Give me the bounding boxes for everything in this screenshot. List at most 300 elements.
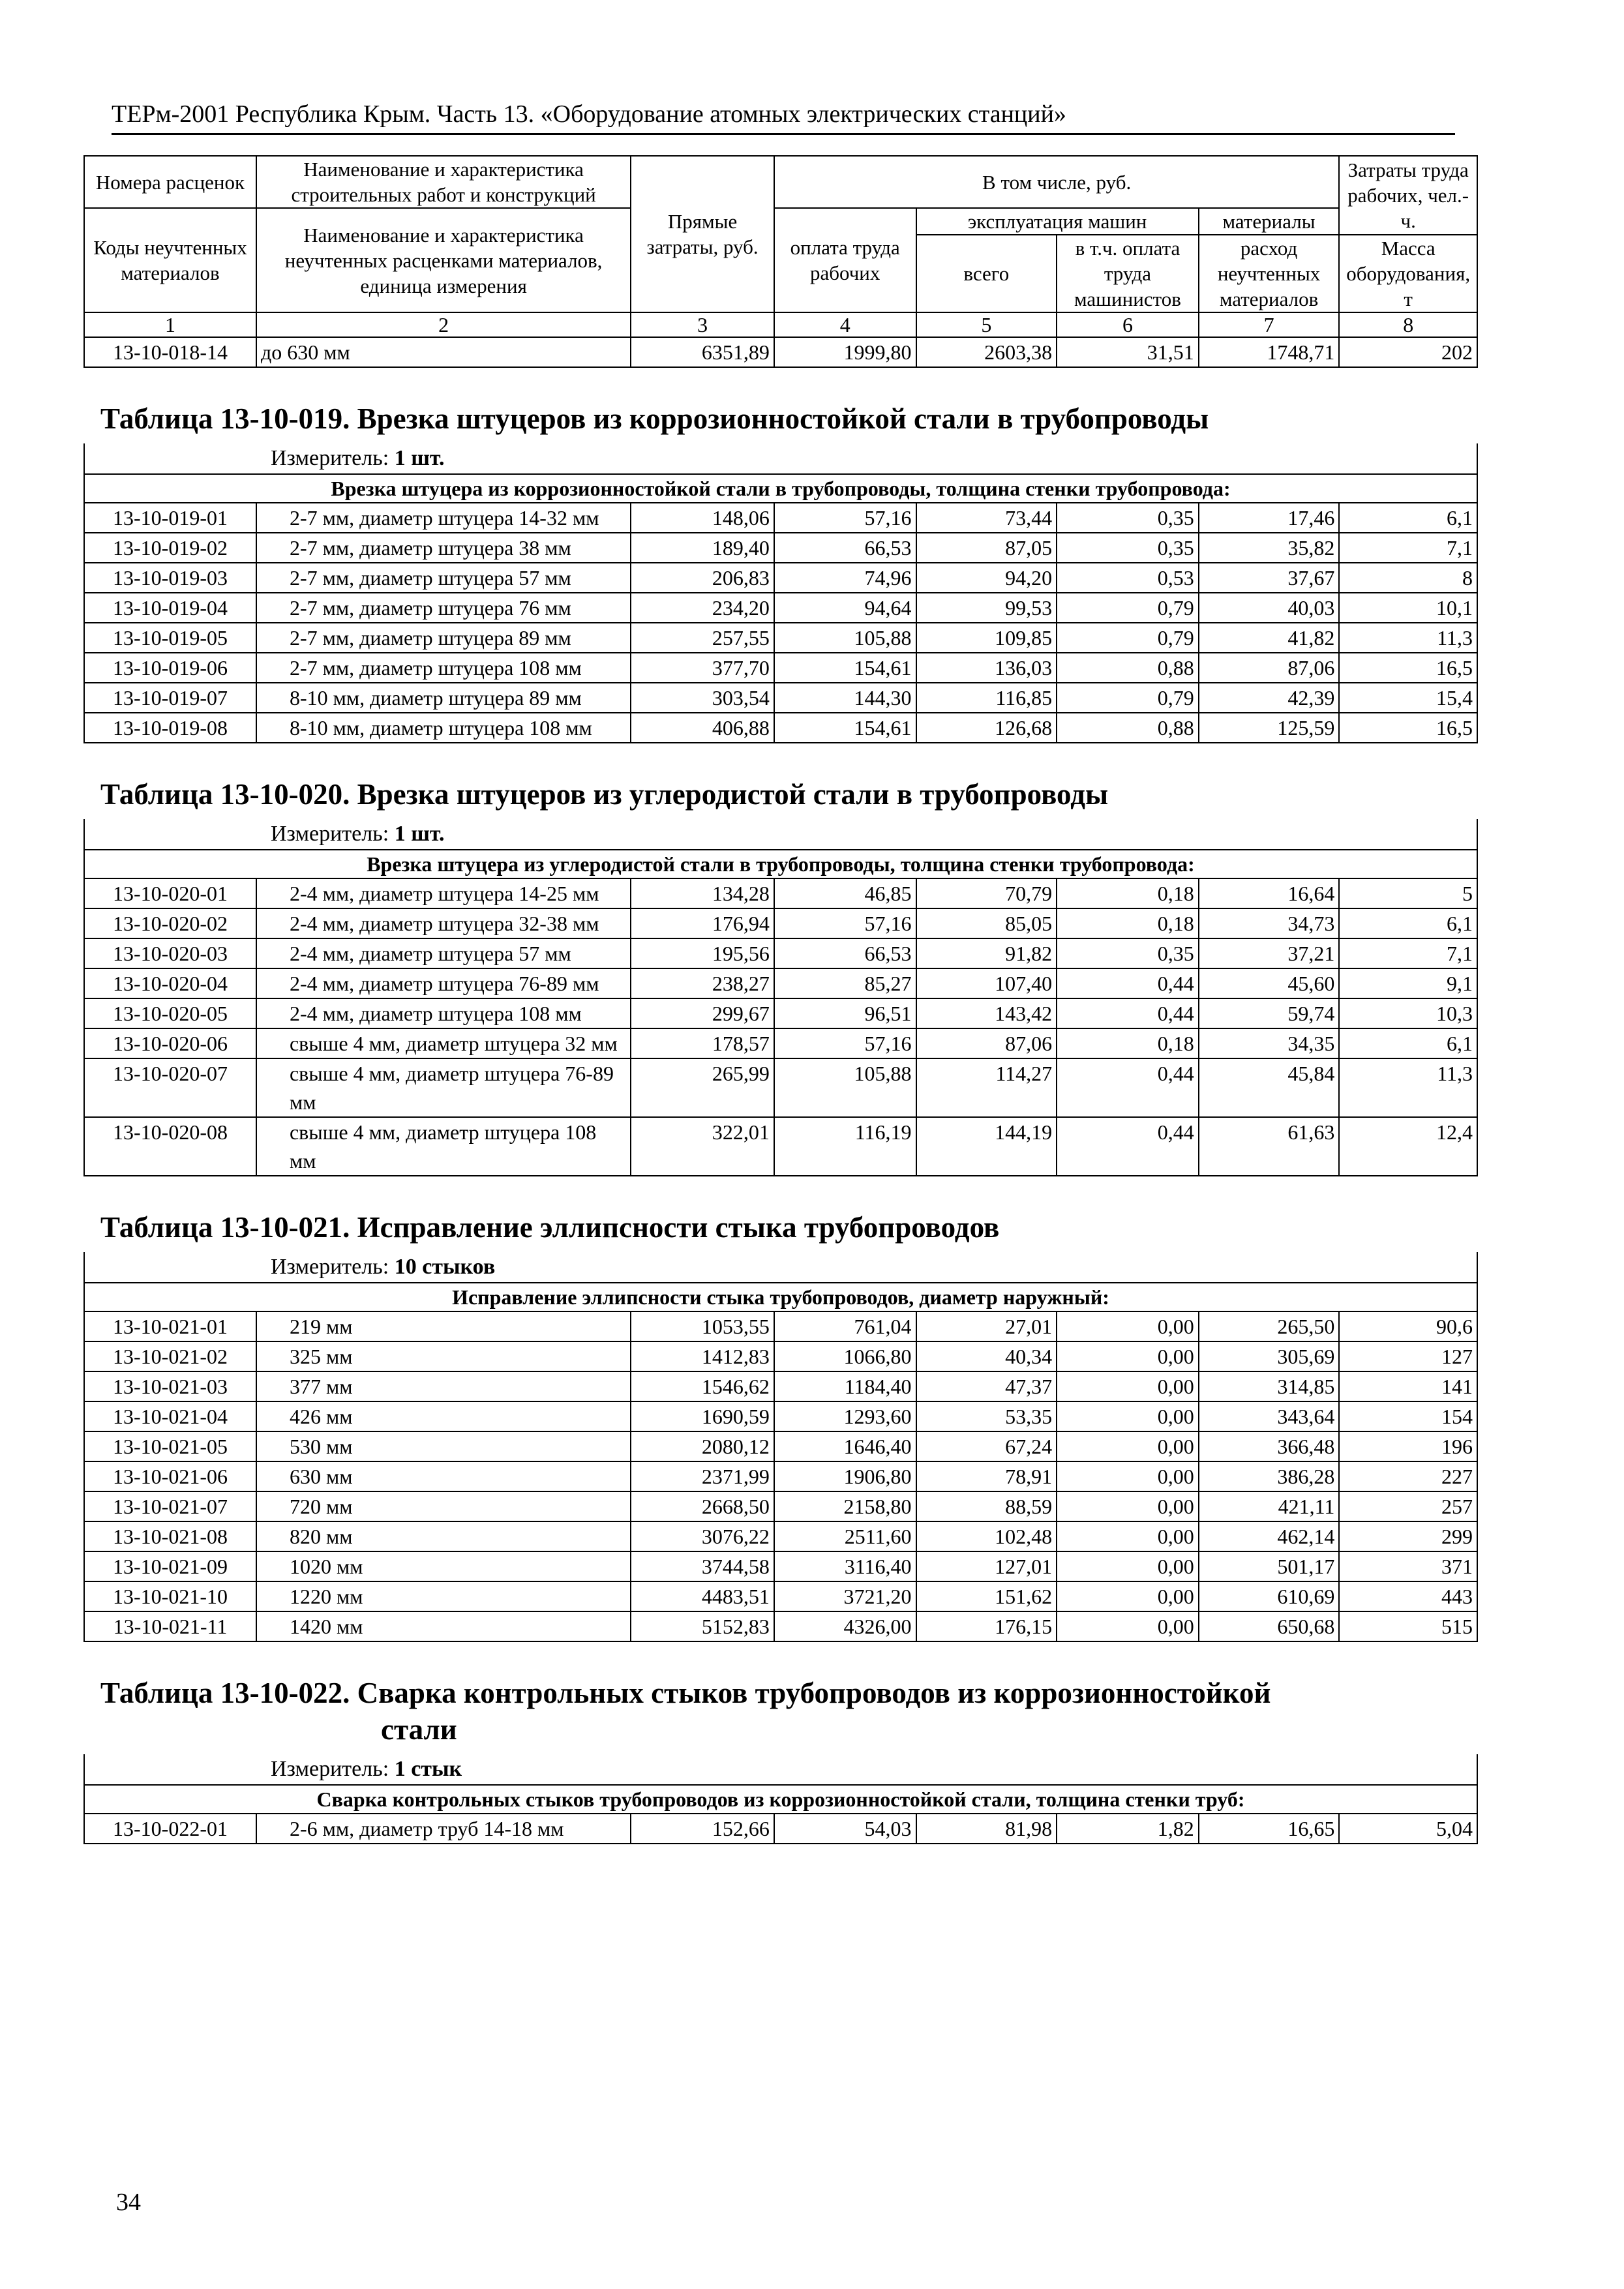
col-labor-pay: оплата труда рабочих <box>774 208 916 312</box>
machinists-cell: 0,00 <box>1057 1611 1199 1641</box>
rate-name: свыше 4 мм, диаметр штуцера 108 мм <box>256 1117 631 1176</box>
machinists-cell: 31,51 <box>1057 337 1199 367</box>
materials-cell: 265,50 <box>1199 1311 1340 1341</box>
labor-hours-cell: 6,1 <box>1339 908 1477 938</box>
table-row <box>84 1371 1477 1401</box>
machinists-cell: 0,53 <box>1057 563 1199 593</box>
table-title <box>84 1176 1477 1252</box>
rate-code: 13-10-019-07 <box>84 683 256 713</box>
direct-costs-cell: 3744,58 <box>631 1551 774 1581</box>
labor-hours-cell: 9,1 <box>1339 968 1477 998</box>
rate-name: 2-4 мм, диаметр штуцера 32-38 мм <box>256 908 631 938</box>
machines-cell: 107,40 <box>916 968 1057 998</box>
machinists-cell: 0,00 <box>1057 1341 1199 1371</box>
labor-hours-cell: 127 <box>1339 1341 1477 1371</box>
labor-hours-cell: 5,04 <box>1339 1814 1477 1844</box>
rate-code: 13-10-020-05 <box>84 998 256 1028</box>
direct-costs-cell: 2080,12 <box>631 1431 774 1461</box>
section-intro: Сварка контрольных стыков трубопроводов из коррозионностойкой стали, толщина стенки труб: <box>84 1785 1477 1814</box>
rate-name: 630 мм <box>256 1461 631 1491</box>
direct-costs-cell: 206,83 <box>631 563 774 593</box>
materials-cell: 61,63 <box>1199 1117 1340 1176</box>
col-including: В том числе, руб. <box>774 156 1340 208</box>
rate-name: 2-4 мм, диаметр штуцера 108 мм <box>256 998 631 1028</box>
intro-row <box>84 1785 1477 1814</box>
labor-hours-cell: 196 <box>1339 1431 1477 1461</box>
rate-name: 720 мм <box>256 1491 631 1521</box>
direct-costs-cell: 234,20 <box>631 593 774 623</box>
col-work-name: Наименование и характеристика строительных работ и конструкций <box>256 156 631 208</box>
rate-name: 377 мм <box>256 1371 631 1401</box>
rate-code: 13-10-019-01 <box>84 503 256 533</box>
labor-pay-cell: 74,96 <box>774 563 916 593</box>
materials-cell: 37,67 <box>1199 563 1340 593</box>
direct-costs-cell: 303,54 <box>631 683 774 713</box>
machinists-cell: 0,00 <box>1057 1491 1199 1521</box>
section-intro: Исправление эллипсности стыка трубопроводов, диаметр наружный: <box>84 1283 1477 1311</box>
column-index: 8 <box>1339 312 1477 337</box>
table-row <box>84 563 1477 593</box>
labor-hours-cell: 6,1 <box>1339 503 1477 533</box>
rate-code: 13-10-019-04 <box>84 593 256 623</box>
labor-hours-cell: 16,5 <box>1339 713 1477 743</box>
col-total: всего <box>916 235 1057 312</box>
table-row <box>84 1311 1477 1341</box>
table-row <box>84 533 1477 563</box>
table-row <box>84 1814 1477 1844</box>
rate-name: 2-4 мм, диаметр штуцера 14-25 мм <box>256 878 631 908</box>
table-title-row <box>84 743 1477 819</box>
table-row <box>84 653 1477 683</box>
labor-hours-cell: 11,3 <box>1339 623 1477 653</box>
rate-code: 13-10-022-01 <box>84 1814 256 1844</box>
labor-hours-cell: 202 <box>1339 337 1477 367</box>
materials-cell: 366,48 <box>1199 1431 1340 1461</box>
machinists-cell: 0,35 <box>1057 533 1199 563</box>
page-number: 34 <box>116 2189 141 2216</box>
direct-costs-cell: 1053,55 <box>631 1311 774 1341</box>
machinists-cell: 1,82 <box>1057 1814 1199 1844</box>
labor-pay-cell: 1293,60 <box>774 1401 916 1431</box>
labor-pay-cell: 3116,40 <box>774 1551 916 1581</box>
rate-code: 13-10-019-06 <box>84 653 256 683</box>
labor-pay-cell: 2511,60 <box>774 1521 916 1551</box>
materials-cell: 125,59 <box>1199 713 1340 743</box>
rate-code: 13-10-021-08 <box>84 1521 256 1551</box>
table-row <box>84 1491 1477 1521</box>
machinists-cell: 0,44 <box>1057 968 1199 998</box>
table-row <box>84 1058 1477 1117</box>
machinists-cell: 0,00 <box>1057 1461 1199 1491</box>
machines-cell: 94,20 <box>916 563 1057 593</box>
unit-label: Измеритель: <box>271 1255 389 1279</box>
machinists-cell: 0,00 <box>1057 1551 1199 1581</box>
table-title <box>84 367 1477 443</box>
col-rate-numbers: Номера расценок <box>84 156 256 208</box>
table-row <box>84 908 1477 938</box>
labor-hours-cell: 154 <box>1339 1401 1477 1431</box>
rate-name: свыше 4 мм, диаметр штуцера 32 мм <box>256 1028 631 1058</box>
rate-code: 13-10-020-08 <box>84 1117 256 1176</box>
rate-code: 13-10-021-11 <box>84 1611 256 1641</box>
section-intro: Врезка штуцера из коррозионностойкой стали в трубопроводы, толщина стенки трубопровода: <box>84 474 1477 503</box>
rate-code: 13-10-020-03 <box>84 938 256 968</box>
labor-hours-cell: 227 <box>1339 1461 1477 1491</box>
rate-name: 325 мм <box>256 1341 631 1371</box>
machinists-cell: 0,00 <box>1057 1431 1199 1461</box>
labor-hours-cell: 90,6 <box>1339 1311 1477 1341</box>
table-row <box>84 878 1477 908</box>
intro-row <box>84 850 1477 878</box>
labor-pay-cell: 761,04 <box>774 1311 916 1341</box>
labor-pay-cell: 105,88 <box>774 623 916 653</box>
machines-cell: 78,91 <box>916 1461 1057 1491</box>
table-row <box>84 1431 1477 1461</box>
table-row <box>84 1341 1477 1371</box>
labor-pay-cell: 57,16 <box>774 503 916 533</box>
direct-costs-cell: 257,55 <box>631 623 774 653</box>
labor-hours-cell: 10,1 <box>1339 593 1477 623</box>
table-row <box>84 337 1477 367</box>
materials-cell: 314,85 <box>1199 1371 1340 1401</box>
rate-code: 13-10-019-08 <box>84 713 256 743</box>
materials-cell: 1748,71 <box>1199 337 1340 367</box>
direct-costs-cell: 1412,83 <box>631 1341 774 1371</box>
labor-hours-cell: 6,1 <box>1339 1028 1477 1058</box>
rate-code: 13-10-021-02 <box>84 1341 256 1371</box>
table-title-row <box>84 1641 1477 1754</box>
materials-cell: 34,73 <box>1199 908 1340 938</box>
materials-cell: 305,69 <box>1199 1341 1340 1371</box>
rate-name: 8-10 мм, диаметр штуцера 89 мм <box>256 683 631 713</box>
rate-code: 13-10-020-04 <box>84 968 256 998</box>
direct-costs-cell: 2668,50 <box>631 1491 774 1521</box>
machines-cell: 47,37 <box>916 1371 1057 1401</box>
materials-cell: 35,82 <box>1199 533 1340 563</box>
materials-cell: 45,60 <box>1199 968 1340 998</box>
table-title-row <box>84 367 1477 443</box>
labor-pay-cell: 2158,80 <box>774 1491 916 1521</box>
direct-costs-cell: 6351,89 <box>631 337 774 367</box>
table-row <box>84 503 1477 533</box>
rate-name: 2-7 мм, диаметр штуцера 89 мм <box>256 623 631 653</box>
unit-row <box>84 1252 1477 1283</box>
labor-hours-cell: 5 <box>1339 878 1477 908</box>
machines-cell: 99,53 <box>916 593 1057 623</box>
direct-costs-cell: 299,67 <box>631 998 774 1028</box>
materials-cell: 40,03 <box>1199 593 1340 623</box>
machines-cell: 87,06 <box>916 1028 1057 1058</box>
unit-line <box>84 819 1477 850</box>
rate-name: 2-4 мм, диаметр штуцера 76-89 мм <box>256 968 631 998</box>
running-header: ТЕРм-2001 Республика Крым. Часть 13. «Оборудование атомных электрических станций» <box>112 98 1455 135</box>
document-body <box>83 155 1478 1844</box>
rate-name: 426 мм <box>256 1401 631 1431</box>
col-unaccounted-codes: Коды неучтенных материалов <box>84 208 256 312</box>
rate-name: 530 мм <box>256 1431 631 1461</box>
column-index: 1 <box>84 312 256 337</box>
col-unaccounted-consumption: расход неучтенных материалов <box>1199 235 1340 312</box>
table-title-text: Таблица 13-10-022. Сварка контрольных стыков трубопроводов из коррозионностойкой <box>100 1677 1271 1709</box>
labor-pay-cell: 154,61 <box>774 653 916 683</box>
table-row <box>84 998 1477 1028</box>
col-equipment-mass: Масса оборудования, т <box>1339 235 1477 312</box>
machines-cell: 88,59 <box>916 1491 1057 1521</box>
table-row <box>84 593 1477 623</box>
labor-pay-cell: 85,27 <box>774 968 916 998</box>
machines-cell: 114,27 <box>916 1058 1057 1117</box>
unit-row <box>84 819 1477 850</box>
column-index: 2 <box>256 312 631 337</box>
direct-costs-cell: 148,06 <box>631 503 774 533</box>
rate-name: 2-6 мм, диаметр труб 14-18 мм <box>256 1814 631 1844</box>
labor-hours-cell: 7,1 <box>1339 533 1477 563</box>
labor-pay-cell: 96,51 <box>774 998 916 1028</box>
labor-hours-cell: 299 <box>1339 1521 1477 1551</box>
table-title-text: Таблица 13-10-021. Исправление эллипсности стыка трубопроводов <box>100 1211 1000 1244</box>
rate-name: до 630 мм <box>256 337 631 367</box>
machinists-cell: 0,88 <box>1057 713 1199 743</box>
machinists-cell: 0,44 <box>1057 1058 1199 1117</box>
intro-row <box>84 1283 1477 1311</box>
table-row <box>84 1521 1477 1551</box>
rate-code: 13-10-021-01 <box>84 1311 256 1341</box>
table-row <box>84 1028 1477 1058</box>
materials-cell: 17,46 <box>1199 503 1340 533</box>
unit-value: 1 шт. <box>394 446 445 470</box>
direct-costs-cell: 134,28 <box>631 878 774 908</box>
labor-pay-cell: 3721,20 <box>774 1581 916 1611</box>
unit-label: Измеритель: <box>271 446 389 470</box>
rate-name: 8-10 мм, диаметр штуцера 108 мм <box>256 713 631 743</box>
materials-cell: 87,06 <box>1199 653 1340 683</box>
materials-cell: 42,39 <box>1199 683 1340 713</box>
labor-hours-cell: 10,3 <box>1339 998 1477 1028</box>
labor-hours-cell: 7,1 <box>1339 938 1477 968</box>
rate-code: 13-10-021-03 <box>84 1371 256 1401</box>
direct-costs-cell: 238,27 <box>631 968 774 998</box>
table-row <box>84 713 1477 743</box>
labor-pay-cell: 46,85 <box>774 878 916 908</box>
direct-costs-cell: 5152,83 <box>631 1611 774 1641</box>
col-machinist-pay: в т.ч. оплата труда машинистов <box>1057 235 1199 312</box>
direct-costs-cell: 4483,51 <box>631 1581 774 1611</box>
materials-cell: 650,68 <box>1199 1611 1340 1641</box>
table-title <box>84 1641 1477 1754</box>
direct-costs-cell: 152,66 <box>631 1814 774 1844</box>
machinists-cell: 0,79 <box>1057 683 1199 713</box>
unit-label: Измеритель: <box>271 1757 389 1781</box>
unit-value: 10 стыков <box>394 1255 496 1279</box>
machines-cell: 127,01 <box>916 1551 1057 1581</box>
labor-hours-cell: 141 <box>1339 1371 1477 1401</box>
machines-cell: 143,42 <box>916 998 1057 1028</box>
materials-cell: 45,84 <box>1199 1058 1340 1117</box>
machinists-cell: 0,00 <box>1057 1401 1199 1431</box>
machinists-cell: 0,18 <box>1057 878 1199 908</box>
machines-cell: 85,05 <box>916 908 1057 938</box>
unit-row <box>84 443 1477 474</box>
materials-cell: 501,17 <box>1199 1551 1340 1581</box>
unit-row <box>84 1754 1477 1785</box>
labor-hours-cell: 12,4 <box>1339 1117 1477 1176</box>
col-machine-operation: эксплуатация машин <box>916 208 1199 235</box>
table-title-text: Таблица 13-10-020. Врезка штуцеров из углеродистой стали в трубопроводы <box>100 778 1109 811</box>
machines-cell: 176,15 <box>916 1611 1057 1641</box>
labor-hours-cell: 11,3 <box>1339 1058 1477 1117</box>
machines-cell: 53,35 <box>916 1401 1057 1431</box>
machines-cell: 151,62 <box>916 1581 1057 1611</box>
rate-code: 13-10-019-03 <box>84 563 256 593</box>
rate-code: 13-10-020-07 <box>84 1058 256 1117</box>
labor-pay-cell: 1906,80 <box>774 1461 916 1491</box>
machines-cell: 91,82 <box>916 938 1057 968</box>
labor-pay-cell: 94,64 <box>774 593 916 623</box>
labor-hours-cell: 15,4 <box>1339 683 1477 713</box>
rate-code: 13-10-021-07 <box>84 1491 256 1521</box>
rate-code: 13-10-020-02 <box>84 908 256 938</box>
unit-line <box>84 443 1477 474</box>
direct-costs-cell: 3076,22 <box>631 1521 774 1551</box>
direct-costs-cell: 406,88 <box>631 713 774 743</box>
unit-line <box>84 1754 1477 1785</box>
labor-pay-cell: 116,19 <box>774 1117 916 1176</box>
table-header <box>84 156 1477 337</box>
materials-cell: 41,82 <box>1199 623 1340 653</box>
machinists-cell: 0,79 <box>1057 593 1199 623</box>
table-title-continuation: стали <box>381 1713 457 1746</box>
machinists-cell: 0,35 <box>1057 503 1199 533</box>
labor-pay-cell: 1999,80 <box>774 337 916 367</box>
direct-costs-cell: 265,99 <box>631 1058 774 1117</box>
machinists-cell: 0,00 <box>1057 1521 1199 1551</box>
labor-pay-cell: 144,30 <box>774 683 916 713</box>
section-intro: Врезка штуцера из углеродистой стали в трубопроводы, толщина стенки трубопровода: <box>84 850 1477 878</box>
table-title <box>84 743 1477 819</box>
machinists-cell: 0,88 <box>1057 653 1199 683</box>
machinists-cell: 0,00 <box>1057 1311 1199 1341</box>
column-index: 6 <box>1057 312 1199 337</box>
machines-cell: 2603,38 <box>916 337 1057 367</box>
materials-cell: 59,74 <box>1199 998 1340 1028</box>
labor-pay-cell: 54,03 <box>774 1814 916 1844</box>
col-labor-costs: Затраты труда рабочих, чел.-ч. <box>1339 156 1477 235</box>
rate-code: 13-10-020-01 <box>84 878 256 908</box>
labor-hours-cell: 443 <box>1339 1581 1477 1611</box>
rate-code: 13-10-018-14 <box>84 337 256 367</box>
rate-name: 2-4 мм, диаметр штуцера 57 мм <box>256 938 631 968</box>
rate-name: 1220 мм <box>256 1581 631 1611</box>
direct-costs-cell: 1690,59 <box>631 1401 774 1431</box>
machinists-cell: 0,00 <box>1057 1371 1199 1401</box>
machines-cell: 109,85 <box>916 623 1057 653</box>
table-row <box>84 1401 1477 1431</box>
rate-name: 820 мм <box>256 1521 631 1551</box>
labor-hours-cell: 8 <box>1339 563 1477 593</box>
machines-cell: 73,44 <box>916 503 1057 533</box>
machines-cell: 67,24 <box>916 1431 1057 1461</box>
table-row <box>84 968 1477 998</box>
column-index: 3 <box>631 312 774 337</box>
rate-code: 13-10-021-05 <box>84 1431 256 1461</box>
machines-cell: 81,98 <box>916 1814 1057 1844</box>
rates-table <box>83 155 1478 1844</box>
materials-cell: 16,64 <box>1199 878 1340 908</box>
machines-cell: 27,01 <box>916 1311 1057 1341</box>
labor-hours-cell: 371 <box>1339 1551 1477 1581</box>
labor-pay-cell: 154,61 <box>774 713 916 743</box>
rate-name: 2-7 мм, диаметр штуцера 108 мм <box>256 653 631 683</box>
direct-costs-cell: 1546,62 <box>631 1371 774 1401</box>
materials-cell: 462,14 <box>1199 1521 1340 1551</box>
machinists-cell: 0,18 <box>1057 1028 1199 1058</box>
machines-cell: 116,85 <box>916 683 1057 713</box>
rate-name: 2-7 мм, диаметр штуцера 76 мм <box>256 593 631 623</box>
table-row <box>84 1551 1477 1581</box>
rate-code: 13-10-021-09 <box>84 1551 256 1581</box>
materials-cell: 610,69 <box>1199 1581 1340 1611</box>
machines-cell: 144,19 <box>916 1117 1057 1176</box>
labor-hours-cell: 16,5 <box>1339 653 1477 683</box>
labor-pay-cell: 4326,00 <box>774 1611 916 1641</box>
col-direct-costs: Прямые затраты, руб. <box>631 156 774 312</box>
col-materials: материалы <box>1199 208 1340 235</box>
materials-cell: 343,64 <box>1199 1401 1340 1431</box>
materials-cell: 37,21 <box>1199 938 1340 968</box>
table-row <box>84 1611 1477 1641</box>
materials-cell: 34,35 <box>1199 1028 1340 1058</box>
direct-costs-cell: 195,56 <box>631 938 774 968</box>
unit-value: 1 шт. <box>394 822 445 846</box>
labor-pay-cell: 66,53 <box>774 938 916 968</box>
rate-name: 1020 мм <box>256 1551 631 1581</box>
machines-cell: 40,34 <box>916 1341 1057 1371</box>
column-index-row <box>84 312 1477 337</box>
direct-costs-cell: 176,94 <box>631 908 774 938</box>
rate-name: 2-7 мм, диаметр штуцера 57 мм <box>256 563 631 593</box>
rate-name: 2-7 мм, диаметр штуцера 38 мм <box>256 533 631 563</box>
direct-costs-cell: 178,57 <box>631 1028 774 1058</box>
rate-code: 13-10-019-05 <box>84 623 256 653</box>
rate-name: 1420 мм <box>256 1611 631 1641</box>
machines-cell: 136,03 <box>916 653 1057 683</box>
labor-pay-cell: 105,88 <box>774 1058 916 1117</box>
machinists-cell: 0,18 <box>1057 908 1199 938</box>
table-row <box>84 683 1477 713</box>
labor-hours-cell: 257 <box>1339 1491 1477 1521</box>
rate-name: 219 мм <box>256 1311 631 1341</box>
unit-value: 1 стык <box>394 1757 462 1781</box>
machines-cell: 102,48 <box>916 1521 1057 1551</box>
machinists-cell: 0,79 <box>1057 623 1199 653</box>
materials-cell: 386,28 <box>1199 1461 1340 1491</box>
table-row <box>84 1461 1477 1491</box>
column-index: 4 <box>774 312 916 337</box>
rate-name: свыше 4 мм, диаметр штуцера 76-89 мм <box>256 1058 631 1117</box>
rate-code: 13-10-021-10 <box>84 1581 256 1611</box>
rate-code: 13-10-021-06 <box>84 1461 256 1491</box>
materials-cell: 16,65 <box>1199 1814 1340 1844</box>
machinists-cell: 0,44 <box>1057 1117 1199 1176</box>
labor-pay-cell: 1646,40 <box>774 1431 916 1461</box>
rate-name: 2-7 мм, диаметр штуцера 14-32 мм <box>256 503 631 533</box>
unit-line <box>84 1252 1477 1283</box>
direct-costs-cell: 377,70 <box>631 653 774 683</box>
machines-cell: 70,79 <box>916 878 1057 908</box>
direct-costs-cell: 189,40 <box>631 533 774 563</box>
table-row <box>84 623 1477 653</box>
labor-pay-cell: 57,16 <box>774 1028 916 1058</box>
